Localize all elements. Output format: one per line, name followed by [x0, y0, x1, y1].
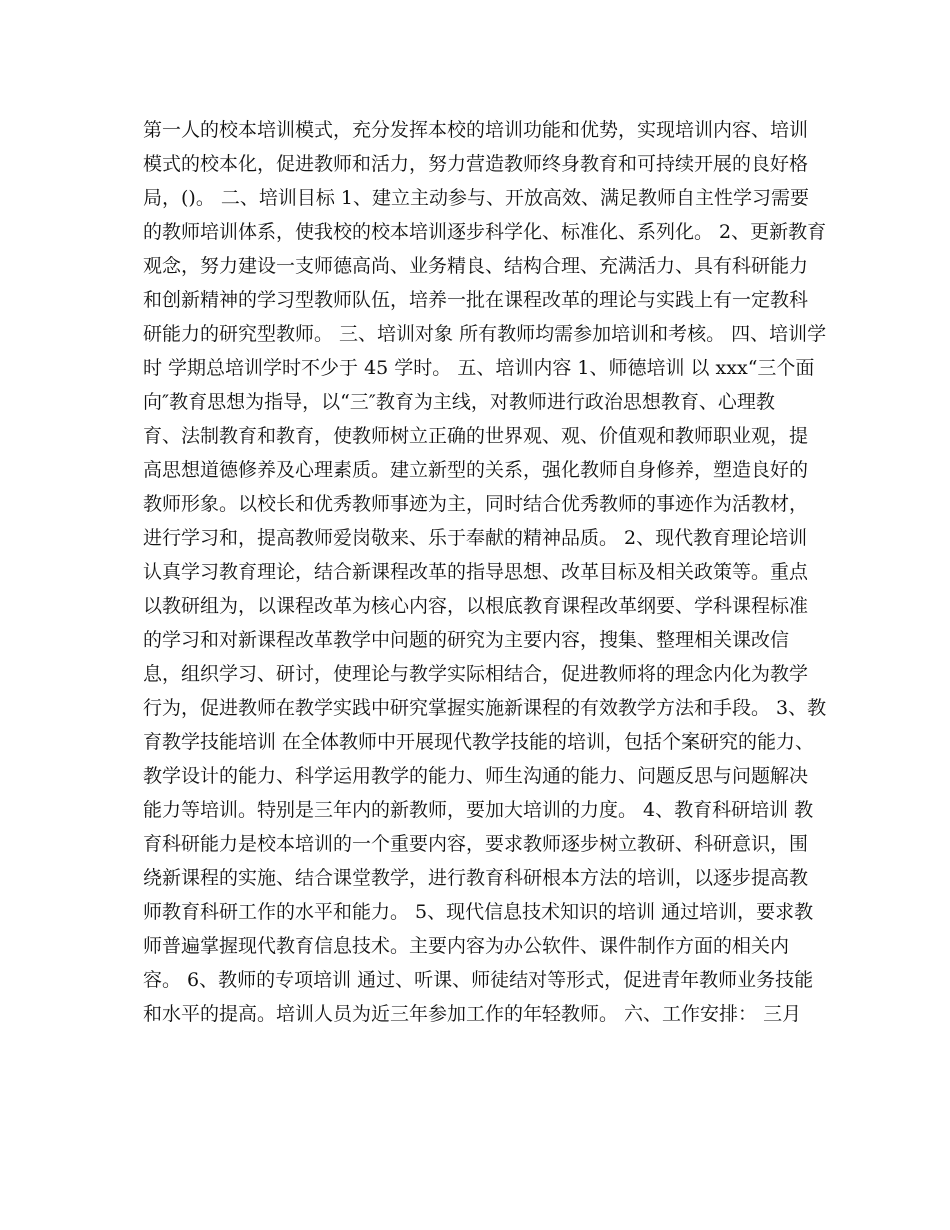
- text-line: 教学设计的能力、科学运用教学的能力、师生沟通的能力、问题反思与问题解决: [143, 765, 809, 787]
- text-line: 研能力的研究型教师。 三、培训对象 所有教师均需参加培训和考核。 四、培训学: [143, 323, 827, 345]
- text-line: 育科研能力是校本培训的一个重要内容，要求教师逐步树立教研、科研意识，围: [143, 833, 809, 855]
- body-text: [143, 113, 843, 1031]
- text-line: 的教师培训体系，使我校的校本培训逐步科学化、标准化、系列化。 2、更新教育: [143, 221, 827, 243]
- text-line: 进行学习和，提高教师爱岗敬来、乐于奉献的精神品质。 2、现代教育理论培训: [143, 527, 808, 549]
- text-line: 第一人的校本培训模式，充分发挥本校的培训功能和优势，实现培训内容、培训: [143, 119, 809, 141]
- text-line: 教师形象。以校长和优秀教师事迹为主，同时结合优秀教师的事迹作为活教材，: [143, 493, 809, 515]
- text-line: 和水平的提高。培训人员为近三年参加工作的年轻教师。 六、工作安排： 三月: [143, 1003, 802, 1025]
- text-line: 容。 6、教师的专项培训 通过、听课、师徒结对等形式，促进青年教师业务技能: [143, 969, 814, 991]
- text-line: 观念，努力建设一支师德高尚、业务精良、结构合理、充满活力、具有科研能力: [143, 255, 809, 277]
- text-line: 向″教育思想为指导，以“三″教育为主线，对教师进行政治思想教育、心理教: [143, 391, 775, 413]
- text-line: 师普遍掌握现代教育信息技术。主要内容为办公软件、课件制作方面的相关内: [143, 935, 790, 957]
- text-line: 绕新课程的实施、结合课堂教学，进行教育科研根本方法的培训，以逐步提高教: [143, 867, 809, 889]
- text-line: 育教学技能培训 在全体教师中开展现代教学技能的培训，包括个案研究的能力、: [143, 731, 815, 753]
- text-line: 息，组织学习、研讨，使理论与教学实际相结合，促进教师将的理念内化为教学: [143, 663, 809, 685]
- text-line: 行为，促进教师在教学实践中研究掌握实施新课程的有效教学方法和手段。 3、教: [143, 697, 827, 719]
- text-line: 高思想道德修养及心理素质。建立新型的关系，强化教师自身修养，塑造良好的: [143, 459, 809, 481]
- text-line: 时 学期总培训学时不少于 45 学时。 五、培训内容 1、师德培训 以 xxx“三个面: [143, 357, 815, 379]
- text-line: 认真学习教育理论，结合新课程改革的指导思想、改革目标及相关政策等。重点: [143, 561, 809, 583]
- text-line: 以教研组为，以课程改革为核心内容，以根底教育课程改革纲要、学科课程标准: [143, 595, 809, 617]
- text-line: 育、法制教育和教育，使教师树立正确的世界观、观、价值观和教师职业观，提: [143, 425, 809, 447]
- text-line: 模式的校本化，促进教师和活力，努力营造教师终身教育和可持续开展的良好格: [143, 153, 809, 175]
- text-line: 局，()。 二、培训目标 1、建立主动参与、开放高效、满足教师自主性学习需要: [143, 187, 809, 209]
- text-line: 和创新精神的学习型教师队伍，培养一批在课程改革的理论与实践上有一定教科: [143, 289, 809, 311]
- text-line: 的学习和对新课程改革教学中问题的研究为主要内容，搜集、整理相关课改信: [143, 629, 790, 651]
- text-line: 能力等培训。特别是三年内的新教师，要加大培训的力度。 4、教育科研培训 教: [143, 799, 814, 821]
- text-line: 师教育科研工作的水平和能力。 5、现代信息技术知识的培训 通过培训，要求教: [143, 901, 814, 923]
